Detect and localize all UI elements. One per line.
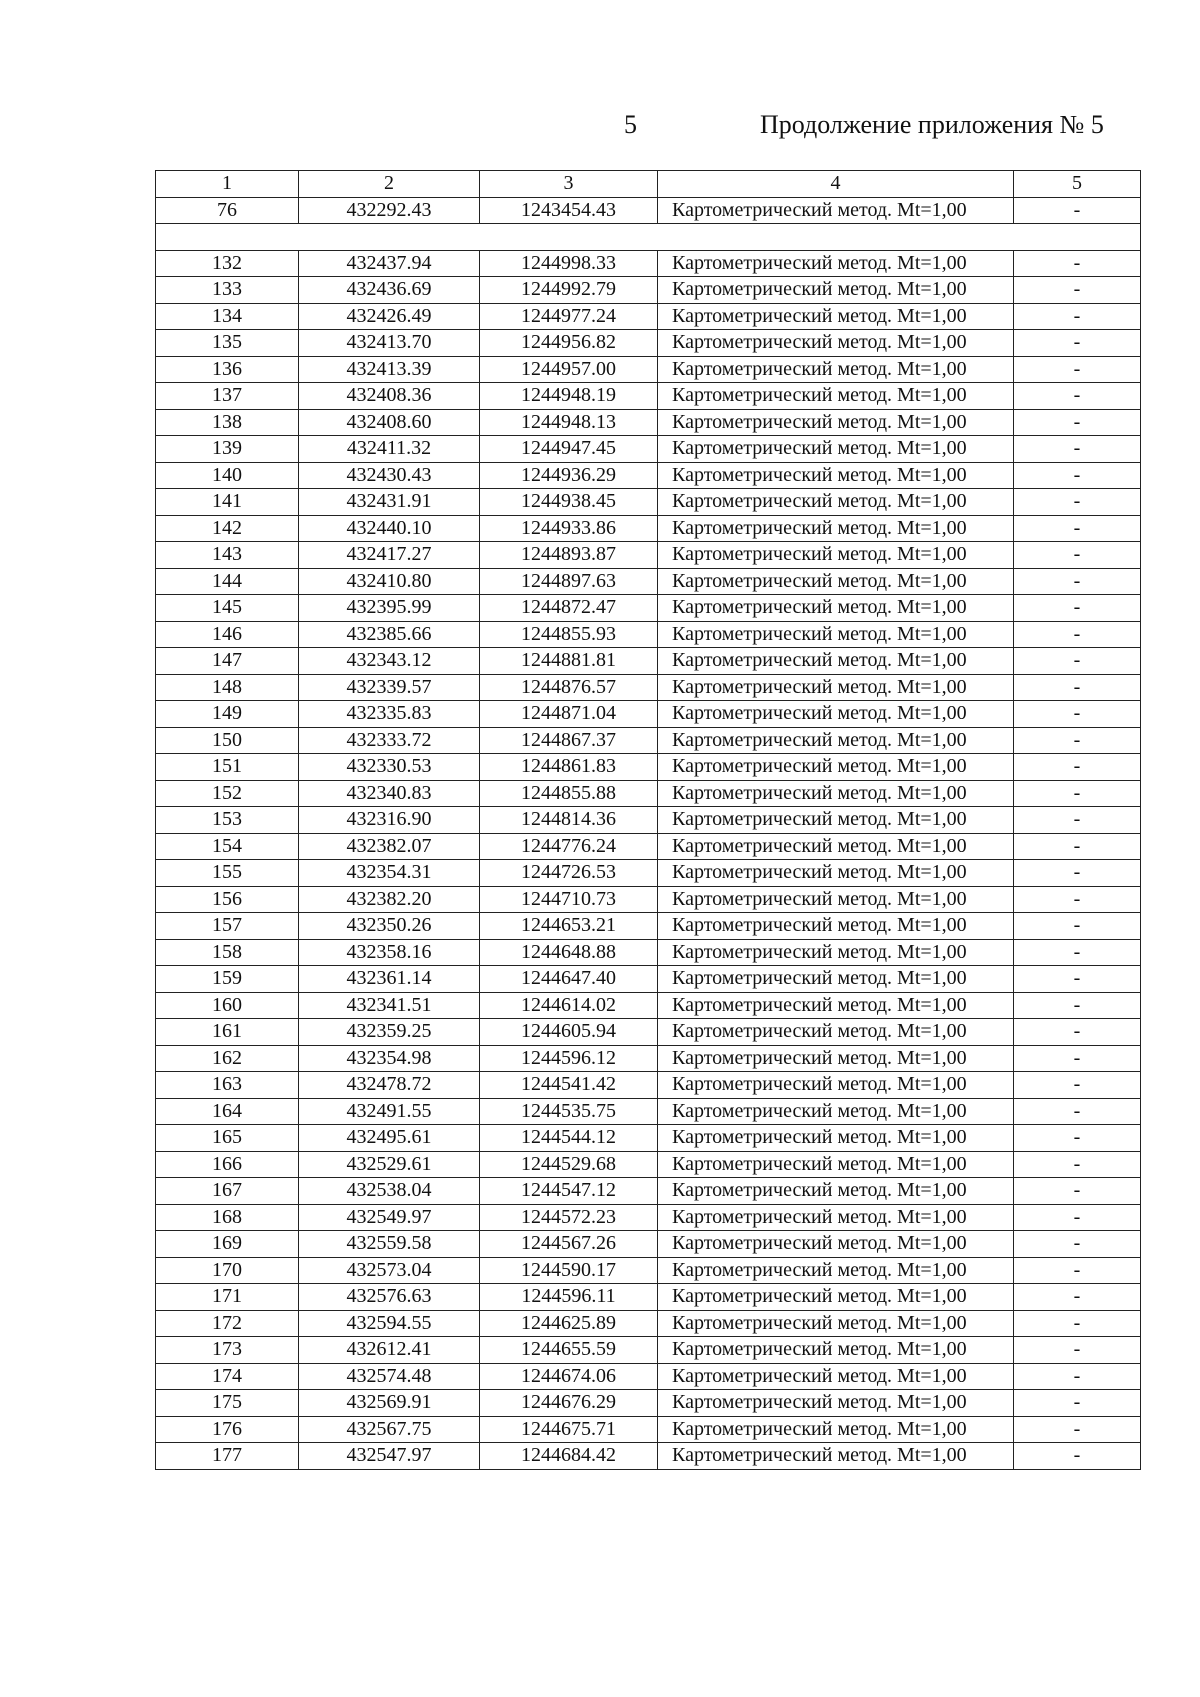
note-cell: - <box>1014 303 1141 330</box>
note-cell: - <box>1014 648 1141 675</box>
method-cell: Картометрический метод. Mt=1,00 <box>658 966 1014 993</box>
point-number-cell: 137 <box>156 383 299 410</box>
note-cell: - <box>1014 356 1141 383</box>
table-row <box>156 1231 1141 1258</box>
table-row <box>156 621 1141 648</box>
table-row <box>156 542 1141 569</box>
method-cell: Картометрический метод. Mt=1,00 <box>658 197 1014 224</box>
y-coordinate-cell: 1244872.47 <box>480 595 658 622</box>
x-coordinate-cell: 432413.70 <box>299 330 480 357</box>
y-coordinate-cell: 1244596.12 <box>480 1045 658 1072</box>
x-coordinate-cell: 432292.43 <box>299 197 480 224</box>
note-cell: - <box>1014 833 1141 860</box>
x-coordinate-cell: 432335.83 <box>299 701 480 728</box>
point-number-cell: 156 <box>156 886 299 913</box>
point-number-cell: 136 <box>156 356 299 383</box>
note-cell: - <box>1014 1363 1141 1390</box>
table-row <box>156 330 1141 357</box>
gap-row <box>156 224 1141 251</box>
x-coordinate-cell: 432339.57 <box>299 674 480 701</box>
y-coordinate-cell: 1244674.06 <box>480 1363 658 1390</box>
y-coordinate-cell: 1243454.43 <box>480 197 658 224</box>
x-coordinate-cell: 432350.26 <box>299 913 480 940</box>
method-cell: Картометрический метод. Mt=1,00 <box>658 1390 1014 1417</box>
note-cell: - <box>1014 1045 1141 1072</box>
note-cell: - <box>1014 277 1141 304</box>
y-coordinate-cell: 1244861.83 <box>480 754 658 781</box>
method-cell: Картометрический метод. Mt=1,00 <box>658 1284 1014 1311</box>
table-row <box>156 383 1141 410</box>
table-row <box>156 833 1141 860</box>
point-number-cell: 164 <box>156 1098 299 1125</box>
point-number-cell: 161 <box>156 1019 299 1046</box>
note-cell: - <box>1014 515 1141 542</box>
table-row <box>156 250 1141 277</box>
note-cell: - <box>1014 807 1141 834</box>
x-coordinate-cell: 432569.91 <box>299 1390 480 1417</box>
point-number-cell: 155 <box>156 860 299 887</box>
y-coordinate-cell: 1244625.89 <box>480 1310 658 1337</box>
point-number-cell: 144 <box>156 568 299 595</box>
table-row <box>156 303 1141 330</box>
y-coordinate-cell: 1244655.59 <box>480 1337 658 1364</box>
table-row <box>156 860 1141 887</box>
method-cell: Картометрический метод. Mt=1,00 <box>658 648 1014 675</box>
table-row <box>156 1072 1141 1099</box>
y-coordinate-cell: 1244977.24 <box>480 303 658 330</box>
method-cell: Картометрический метод. Mt=1,00 <box>658 886 1014 913</box>
column-header: 5 <box>1014 171 1141 198</box>
appendix-title: Продолжение приложения № 5 <box>760 110 1104 139</box>
method-cell: Картометрический метод. Mt=1,00 <box>658 595 1014 622</box>
y-coordinate-cell: 1244572.23 <box>480 1204 658 1231</box>
point-number-cell: 163 <box>156 1072 299 1099</box>
table-row <box>156 462 1141 489</box>
x-coordinate-cell: 432354.31 <box>299 860 480 887</box>
x-coordinate-cell: 432382.20 <box>299 886 480 913</box>
x-coordinate-cell: 432330.53 <box>299 754 480 781</box>
table-row <box>156 886 1141 913</box>
table-row <box>156 807 1141 834</box>
method-cell: Картометрический метод. Mt=1,00 <box>658 1337 1014 1364</box>
table-row <box>156 1019 1141 1046</box>
x-coordinate-cell: 432340.83 <box>299 780 480 807</box>
y-coordinate-cell: 1244596.11 <box>480 1284 658 1311</box>
x-coordinate-cell: 432358.16 <box>299 939 480 966</box>
x-coordinate-cell: 432547.97 <box>299 1443 480 1470</box>
table-row <box>156 197 1141 224</box>
table-row <box>156 913 1141 940</box>
y-coordinate-cell: 1244938.45 <box>480 489 658 516</box>
point-number-cell: 167 <box>156 1178 299 1205</box>
table-row <box>156 966 1141 993</box>
y-coordinate-cell: 1244855.93 <box>480 621 658 648</box>
table-row <box>156 1284 1141 1311</box>
y-coordinate-cell: 1244893.87 <box>480 542 658 569</box>
method-cell: Картометрический метод. Mt=1,00 <box>658 383 1014 410</box>
method-cell: Картометрический метод. Mt=1,00 <box>658 939 1014 966</box>
point-number-cell: 147 <box>156 648 299 675</box>
table-row <box>156 356 1141 383</box>
table-row <box>156 1390 1141 1417</box>
note-cell: - <box>1014 1178 1141 1205</box>
method-cell: Картометрический метод. Mt=1,00 <box>658 701 1014 728</box>
note-cell: - <box>1014 568 1141 595</box>
method-cell: Картометрический метод. Mt=1,00 <box>658 1231 1014 1258</box>
note-cell: - <box>1014 1337 1141 1364</box>
x-coordinate-cell: 432594.55 <box>299 1310 480 1337</box>
y-coordinate-cell: 1244614.02 <box>480 992 658 1019</box>
method-cell: Картометрический метод. Mt=1,00 <box>658 913 1014 940</box>
note-cell: - <box>1014 1390 1141 1417</box>
x-coordinate-cell: 432573.04 <box>299 1257 480 1284</box>
method-cell: Картометрический метод. Mt=1,00 <box>658 250 1014 277</box>
table-body-before-gap <box>156 197 1141 224</box>
point-number-cell: 134 <box>156 303 299 330</box>
note-cell: - <box>1014 860 1141 887</box>
y-coordinate-cell: 1244947.45 <box>480 436 658 463</box>
method-cell: Картометрический метод. Mt=1,00 <box>658 462 1014 489</box>
y-coordinate-cell: 1244814.36 <box>480 807 658 834</box>
x-coordinate-cell: 432612.41 <box>299 1337 480 1364</box>
method-cell: Картометрический метод. Mt=1,00 <box>658 1416 1014 1443</box>
point-number-cell: 149 <box>156 701 299 728</box>
y-coordinate-cell: 1244590.17 <box>480 1257 658 1284</box>
table-row <box>156 1443 1141 1470</box>
y-coordinate-cell: 1244992.79 <box>480 277 658 304</box>
column-header: 2 <box>299 171 480 198</box>
note-cell: - <box>1014 727 1141 754</box>
x-coordinate-cell: 432538.04 <box>299 1178 480 1205</box>
note-cell: - <box>1014 992 1141 1019</box>
table-row <box>156 674 1141 701</box>
method-cell: Картометрический метод. Mt=1,00 <box>658 1257 1014 1284</box>
x-coordinate-cell: 432576.63 <box>299 1284 480 1311</box>
point-number-cell: 143 <box>156 542 299 569</box>
y-coordinate-cell: 1244567.26 <box>480 1231 658 1258</box>
y-coordinate-cell: 1244710.73 <box>480 886 658 913</box>
method-cell: Картометрический метод. Mt=1,00 <box>658 436 1014 463</box>
method-cell: Картометрический метод. Mt=1,00 <box>658 1443 1014 1470</box>
note-cell: - <box>1014 1231 1141 1258</box>
point-number-cell: 166 <box>156 1151 299 1178</box>
note-cell: - <box>1014 701 1141 728</box>
y-coordinate-cell: 1244855.88 <box>480 780 658 807</box>
point-number-cell: 159 <box>156 966 299 993</box>
table-header <box>156 171 1141 198</box>
x-coordinate-cell: 432411.32 <box>299 436 480 463</box>
table-body-after-gap <box>156 250 1141 1469</box>
table-row <box>156 1151 1141 1178</box>
point-number-cell: 76 <box>156 197 299 224</box>
note-cell: - <box>1014 489 1141 516</box>
method-cell: Картометрический метод. Mt=1,00 <box>658 489 1014 516</box>
x-coordinate-cell: 432316.90 <box>299 807 480 834</box>
point-number-cell: 154 <box>156 833 299 860</box>
point-number-cell: 146 <box>156 621 299 648</box>
table-row <box>156 1045 1141 1072</box>
y-coordinate-cell: 1244544.12 <box>480 1125 658 1152</box>
point-number-cell: 135 <box>156 330 299 357</box>
x-coordinate-cell: 432437.94 <box>299 250 480 277</box>
table-row <box>156 992 1141 1019</box>
note-cell: - <box>1014 1257 1141 1284</box>
table-row <box>156 1125 1141 1152</box>
point-number-cell: 142 <box>156 515 299 542</box>
method-cell: Картометрический метод. Mt=1,00 <box>658 409 1014 436</box>
point-number-cell: 177 <box>156 1443 299 1470</box>
point-number-cell: 151 <box>156 754 299 781</box>
table-row <box>156 727 1141 754</box>
point-number-cell: 150 <box>156 727 299 754</box>
x-coordinate-cell: 432440.10 <box>299 515 480 542</box>
method-cell: Картометрический метод. Mt=1,00 <box>658 754 1014 781</box>
point-number-cell: 145 <box>156 595 299 622</box>
note-cell: - <box>1014 621 1141 648</box>
table-row <box>156 568 1141 595</box>
point-number-cell: 148 <box>156 674 299 701</box>
table-row <box>156 939 1141 966</box>
x-coordinate-cell: 432426.49 <box>299 303 480 330</box>
method-cell: Картометрический метод. Mt=1,00 <box>658 833 1014 860</box>
gap-cell <box>156 224 1141 251</box>
x-coordinate-cell: 432385.66 <box>299 621 480 648</box>
method-cell: Картометрический метод. Mt=1,00 <box>658 780 1014 807</box>
table-row <box>156 1416 1141 1443</box>
table-row <box>156 1337 1141 1364</box>
point-number-cell: 152 <box>156 780 299 807</box>
point-number-cell: 157 <box>156 913 299 940</box>
table-row <box>156 1257 1141 1284</box>
point-number-cell: 174 <box>156 1363 299 1390</box>
y-coordinate-cell: 1244933.86 <box>480 515 658 542</box>
header-row <box>156 171 1141 198</box>
x-coordinate-cell: 432574.48 <box>299 1363 480 1390</box>
y-coordinate-cell: 1244647.40 <box>480 966 658 993</box>
x-coordinate-cell: 432410.80 <box>299 568 480 595</box>
point-number-cell: 170 <box>156 1257 299 1284</box>
method-cell: Картометрический метод. Mt=1,00 <box>658 1178 1014 1205</box>
point-number-cell: 133 <box>156 277 299 304</box>
x-coordinate-cell: 432361.14 <box>299 966 480 993</box>
y-coordinate-cell: 1244948.13 <box>480 409 658 436</box>
y-coordinate-cell: 1244948.19 <box>480 383 658 410</box>
note-cell: - <box>1014 595 1141 622</box>
y-coordinate-cell: 1244881.81 <box>480 648 658 675</box>
x-coordinate-cell: 432382.07 <box>299 833 480 860</box>
x-coordinate-cell: 432495.61 <box>299 1125 480 1152</box>
point-number-cell: 153 <box>156 807 299 834</box>
y-coordinate-cell: 1244726.53 <box>480 860 658 887</box>
point-number-cell: 139 <box>156 436 299 463</box>
x-coordinate-cell: 432354.98 <box>299 1045 480 1072</box>
table-row <box>156 436 1141 463</box>
point-number-cell: 176 <box>156 1416 299 1443</box>
point-number-cell: 168 <box>156 1204 299 1231</box>
x-coordinate-cell: 432333.72 <box>299 727 480 754</box>
note-cell: - <box>1014 674 1141 701</box>
table-row <box>156 515 1141 542</box>
coordinates-table <box>155 170 1141 1470</box>
y-coordinate-cell: 1244541.42 <box>480 1072 658 1099</box>
note-cell: - <box>1014 462 1141 489</box>
point-number-cell: 132 <box>156 250 299 277</box>
note-cell: - <box>1014 1443 1141 1470</box>
note-cell: - <box>1014 780 1141 807</box>
table-row <box>156 1204 1141 1231</box>
table-row <box>156 1098 1141 1125</box>
x-coordinate-cell: 432343.12 <box>299 648 480 675</box>
method-cell: Картометрический метод. Mt=1,00 <box>658 1125 1014 1152</box>
y-coordinate-cell: 1244867.37 <box>480 727 658 754</box>
method-cell: Картометрический метод. Mt=1,00 <box>658 1072 1014 1099</box>
note-cell: - <box>1014 1072 1141 1099</box>
y-coordinate-cell: 1244897.63 <box>480 568 658 595</box>
y-coordinate-cell: 1244998.33 <box>480 250 658 277</box>
point-number-cell: 158 <box>156 939 299 966</box>
y-coordinate-cell: 1244936.29 <box>480 462 658 489</box>
note-cell: - <box>1014 542 1141 569</box>
point-number-cell: 169 <box>156 1231 299 1258</box>
note-cell: - <box>1014 939 1141 966</box>
note-cell: - <box>1014 1019 1141 1046</box>
table-row <box>156 409 1141 436</box>
point-number-cell: 175 <box>156 1390 299 1417</box>
column-header: 3 <box>480 171 658 198</box>
point-number-cell: 165 <box>156 1125 299 1152</box>
table-row <box>156 277 1141 304</box>
note-cell: - <box>1014 1125 1141 1152</box>
method-cell: Картометрический метод. Mt=1,00 <box>658 330 1014 357</box>
table-row <box>156 701 1141 728</box>
point-number-cell: 140 <box>156 462 299 489</box>
column-header: 4 <box>658 171 1014 198</box>
table-row <box>156 489 1141 516</box>
y-coordinate-cell: 1244605.94 <box>480 1019 658 1046</box>
note-cell: - <box>1014 330 1141 357</box>
note-cell: - <box>1014 1098 1141 1125</box>
y-coordinate-cell: 1244535.75 <box>480 1098 658 1125</box>
y-coordinate-cell: 1244776.24 <box>480 833 658 860</box>
note-cell: - <box>1014 1204 1141 1231</box>
x-coordinate-cell: 432529.61 <box>299 1151 480 1178</box>
y-coordinate-cell: 1244653.21 <box>480 913 658 940</box>
x-coordinate-cell: 432436.69 <box>299 277 480 304</box>
x-coordinate-cell: 432430.43 <box>299 462 480 489</box>
note-cell: - <box>1014 1416 1141 1443</box>
note-cell: - <box>1014 913 1141 940</box>
x-coordinate-cell: 432549.97 <box>299 1204 480 1231</box>
method-cell: Картометрический метод. Mt=1,00 <box>658 674 1014 701</box>
method-cell: Картометрический метод. Mt=1,00 <box>658 356 1014 383</box>
method-cell: Картометрический метод. Mt=1,00 <box>658 621 1014 648</box>
x-coordinate-cell: 432408.36 <box>299 383 480 410</box>
y-coordinate-cell: 1244684.42 <box>480 1443 658 1470</box>
x-coordinate-cell: 432413.39 <box>299 356 480 383</box>
point-number-cell: 173 <box>156 1337 299 1364</box>
point-number-cell: 172 <box>156 1310 299 1337</box>
y-coordinate-cell: 1244871.04 <box>480 701 658 728</box>
method-cell: Картометрический метод. Mt=1,00 <box>658 568 1014 595</box>
note-cell: - <box>1014 1151 1141 1178</box>
y-coordinate-cell: 1244876.57 <box>480 674 658 701</box>
method-cell: Картометрический метод. Mt=1,00 <box>658 860 1014 887</box>
table-row <box>156 754 1141 781</box>
y-coordinate-cell: 1244675.71 <box>480 1416 658 1443</box>
table-row <box>156 780 1141 807</box>
x-coordinate-cell: 432567.75 <box>299 1416 480 1443</box>
y-coordinate-cell: 1244648.88 <box>480 939 658 966</box>
note-cell: - <box>1014 966 1141 993</box>
y-coordinate-cell: 1244956.82 <box>480 330 658 357</box>
table-row <box>156 1363 1141 1390</box>
y-coordinate-cell: 1244529.68 <box>480 1151 658 1178</box>
y-coordinate-cell: 1244676.29 <box>480 1390 658 1417</box>
method-cell: Картометрический метод. Mt=1,00 <box>658 1098 1014 1125</box>
note-cell: - <box>1014 754 1141 781</box>
table-row <box>156 1178 1141 1205</box>
point-number-cell: 141 <box>156 489 299 516</box>
note-cell: - <box>1014 197 1141 224</box>
x-coordinate-cell: 432491.55 <box>299 1098 480 1125</box>
method-cell: Картометрический метод. Mt=1,00 <box>658 1045 1014 1072</box>
table-row <box>156 595 1141 622</box>
x-coordinate-cell: 432559.58 <box>299 1231 480 1258</box>
x-coordinate-cell: 432478.72 <box>299 1072 480 1099</box>
note-cell: - <box>1014 436 1141 463</box>
table-row <box>156 648 1141 675</box>
point-number-cell: 171 <box>156 1284 299 1311</box>
method-cell: Картометрический метод. Mt=1,00 <box>658 1151 1014 1178</box>
method-cell: Картометрический метод. Mt=1,00 <box>658 1204 1014 1231</box>
x-coordinate-cell: 432395.99 <box>299 595 480 622</box>
point-number-cell: 138 <box>156 409 299 436</box>
y-coordinate-cell: 1244547.12 <box>480 1178 658 1205</box>
method-cell: Картометрический метод. Mt=1,00 <box>658 807 1014 834</box>
column-header: 1 <box>156 171 299 198</box>
point-number-cell: 160 <box>156 992 299 1019</box>
method-cell: Картометрический метод. Mt=1,00 <box>658 515 1014 542</box>
note-cell: - <box>1014 250 1141 277</box>
table-gap <box>156 224 1141 251</box>
table-row <box>156 1310 1141 1337</box>
method-cell: Картометрический метод. Mt=1,00 <box>658 303 1014 330</box>
method-cell: Картометрический метод. Mt=1,00 <box>658 1019 1014 1046</box>
x-coordinate-cell: 432359.25 <box>299 1019 480 1046</box>
x-coordinate-cell: 432431.91 <box>299 489 480 516</box>
x-coordinate-cell: 432417.27 <box>299 542 480 569</box>
point-number-cell: 162 <box>156 1045 299 1072</box>
y-coordinate-cell: 1244957.00 <box>480 356 658 383</box>
x-coordinate-cell: 432341.51 <box>299 992 480 1019</box>
note-cell: - <box>1014 409 1141 436</box>
method-cell: Картометрический метод. Mt=1,00 <box>658 277 1014 304</box>
method-cell: Картометрический метод. Mt=1,00 <box>658 542 1014 569</box>
note-cell: - <box>1014 1284 1141 1311</box>
method-cell: Картометрический метод. Mt=1,00 <box>658 1310 1014 1337</box>
method-cell: Картометрический метод. Mt=1,00 <box>658 1363 1014 1390</box>
page-number: 5 <box>624 110 637 139</box>
note-cell: - <box>1014 383 1141 410</box>
method-cell: Картометрический метод. Mt=1,00 <box>658 992 1014 1019</box>
note-cell: - <box>1014 886 1141 913</box>
x-coordinate-cell: 432408.60 <box>299 409 480 436</box>
method-cell: Картометрический метод. Mt=1,00 <box>658 727 1014 754</box>
note-cell: - <box>1014 1310 1141 1337</box>
